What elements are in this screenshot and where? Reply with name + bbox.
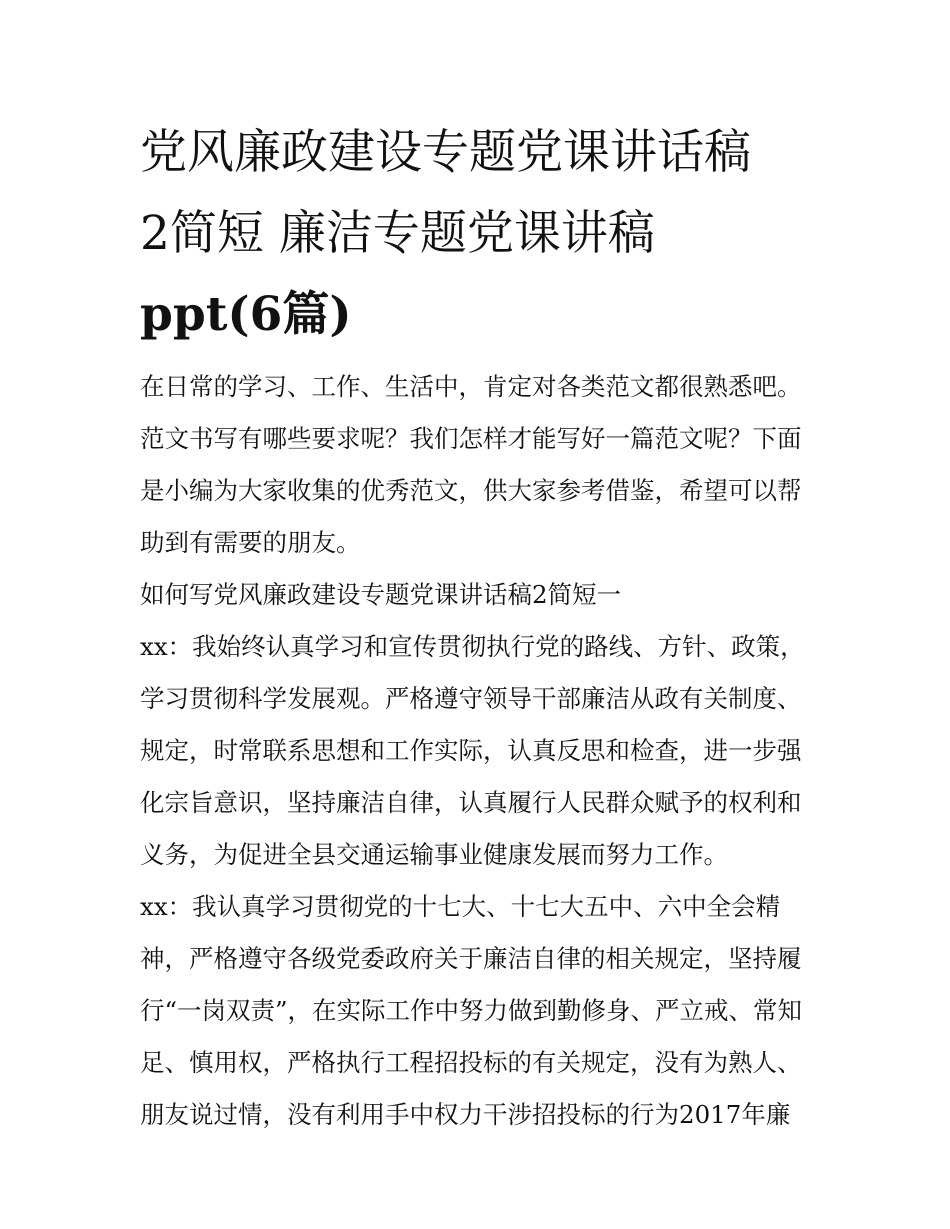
body-paragraph xyxy=(140,881,816,1141)
text-line: 义务，为促进全县交通运输事业健康发展而努力工作。 xyxy=(140,840,728,869)
text-line: 助到有需要的朋友。 xyxy=(140,528,361,557)
text-line: 行“一岗双责”，在实际工作中努力做到勤修身、严立戒、常知 xyxy=(140,996,803,1025)
document-body xyxy=(140,361,816,1141)
text-line: xx：我认真学习贯彻党的十七大、十七大五中、六中全会精 xyxy=(140,892,781,921)
section-heading xyxy=(140,569,816,621)
document-content xyxy=(140,112,816,1141)
text-line: 化宗旨意识，坚持廉洁自律，认真履行人民群众赋予的权利和 xyxy=(140,788,802,817)
text-line: 神，严格遵守各级党委政府关于廉洁自律的相关规定，坚持履 xyxy=(140,944,802,973)
title-line: 党风廉政建设专题党课讲话稿 xyxy=(140,125,751,180)
text-line: 朋友说过情，没有利用手中权力干涉招投标的行为2017年廉 xyxy=(140,1100,791,1129)
title-line: ppt(6篇) xyxy=(140,287,352,342)
title-line: 2简短 廉洁专题党课讲稿 xyxy=(140,206,655,261)
text-line: 在日常的学习、工作、生活中，肯定对各类范文都很熟悉吧。 xyxy=(140,372,802,401)
intro-paragraph xyxy=(140,361,816,569)
text-line: 如何写党风廉政建设专题党课讲话稿2简短一 xyxy=(140,580,622,609)
text-line: 范文书写有哪些要求呢？我们怎样才能写好一篇范文呢？下面 xyxy=(140,424,802,453)
text-line: 足、慎用权，严格执行工程招投标的有关规定，没有为熟人、 xyxy=(140,1048,802,1077)
body-paragraph xyxy=(140,621,816,881)
text-line: 是小编为大家收集的优秀范文，供大家参考借鉴，希望可以帮 xyxy=(140,476,802,505)
document-title xyxy=(140,112,816,355)
text-line: 学习贯彻科学发展观。严格遵守领导干部廉洁从政有关制度、 xyxy=(140,684,802,713)
text-line: xx：我始终认真学习和宣传贯彻执行党的路线、方针、政策， xyxy=(140,632,805,661)
text-line: 规定，时常联系思想和工作实际，认真反思和检查，进一步强 xyxy=(140,736,802,765)
